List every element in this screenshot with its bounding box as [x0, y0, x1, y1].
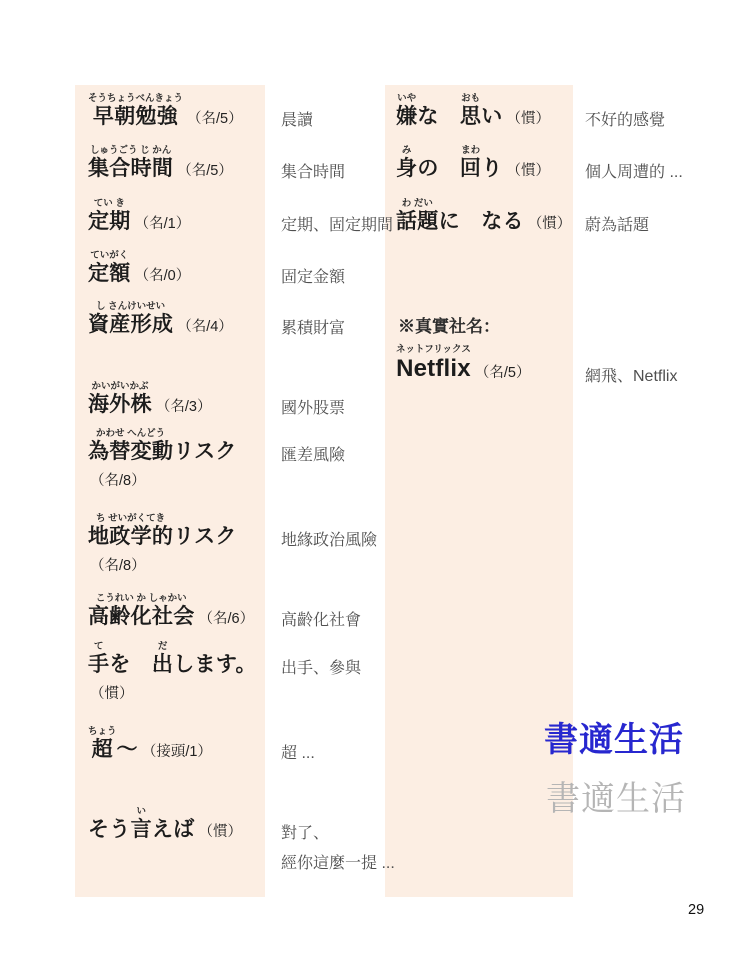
word-base: 嫌	[396, 105, 418, 128]
word-segment	[88, 300, 173, 337]
vocab-entry	[88, 592, 254, 629]
translation: 對了、 經你這麼一提 ...	[281, 825, 395, 872]
word-segment	[396, 144, 417, 181]
pos-accent-tag: （名/8）	[90, 472, 146, 489]
word-segment	[88, 805, 131, 842]
vocab-entry	[88, 640, 257, 704]
vocab-entry	[396, 144, 550, 181]
pos-accent-tag: （名/5）	[177, 162, 233, 179]
word-segment	[481, 92, 502, 129]
vocab-entry	[396, 92, 550, 129]
pos-accent-tag: （名/0）	[134, 267, 191, 284]
translation: 不好的感覺	[585, 112, 666, 129]
word-base: 身	[396, 157, 418, 180]
word-segment	[109, 640, 152, 677]
vocab-entry	[88, 300, 233, 337]
furigana: かいがいかぶ	[91, 381, 149, 392]
word-base: 手	[88, 653, 110, 676]
word-segment	[117, 725, 138, 762]
word-base: 早朝勉強	[92, 105, 179, 128]
watermark-blue: 書適生活	[544, 722, 684, 759]
translation: 固定金額	[281, 269, 346, 286]
word-segment	[439, 197, 524, 234]
vocab-entry	[88, 427, 237, 491]
word-base: 集合時間	[88, 157, 174, 180]
furigana: まわ	[461, 145, 481, 156]
word-segment	[173, 512, 236, 549]
word-base: 話題	[396, 210, 439, 233]
vocab-entry	[88, 725, 212, 762]
word-segment	[88, 725, 117, 762]
word-base: り	[481, 157, 503, 180]
pos-accent-tag: （名/8）	[90, 557, 146, 574]
furigana: かわせ へんどう	[96, 428, 166, 439]
word-segment	[88, 512, 173, 549]
word-segment	[88, 249, 131, 286]
vocab-entry	[88, 92, 243, 129]
vocab-entry	[88, 197, 190, 234]
pos-accent-tag: （慣）	[506, 110, 551, 127]
pos-accent-tag: （慣）	[90, 685, 134, 702]
furigana: てい き	[93, 198, 125, 209]
word-base: 思	[459, 105, 482, 128]
pos-accent-tag: （名/1）	[134, 215, 191, 232]
pos-accent-tag: （接頭/1）	[141, 743, 212, 760]
word-base: い	[481, 105, 503, 128]
word-base: 地政学的	[88, 525, 174, 548]
pos-accent-tag: （名/6）	[198, 610, 255, 627]
pos-accent-tag: （名/5）	[474, 364, 531, 381]
translation: 蔚為話題	[585, 217, 650, 234]
translation: 國外股票	[281, 400, 346, 417]
translation: 集合時間	[281, 164, 346, 181]
furigana: み	[401, 145, 412, 156]
word-segment	[131, 805, 152, 842]
word-base: 為替変動	[88, 440, 174, 463]
word-base: リスク	[173, 525, 237, 548]
word-segment	[88, 640, 109, 677]
word-segment	[88, 427, 173, 464]
pos-accent-tag: （慣）	[198, 823, 243, 840]
word-segment	[396, 92, 417, 129]
pos-accent-tag: （慣）	[527, 215, 572, 232]
word-base: Netflix	[396, 355, 471, 382]
furigana: わ だい	[401, 198, 433, 209]
word-base: 〜	[116, 738, 138, 761]
vocab-entry	[396, 343, 530, 383]
furigana: い	[136, 806, 147, 817]
word-segment	[152, 640, 173, 677]
translation: 匯差風險	[281, 447, 346, 464]
word-segment	[88, 144, 173, 181]
word-base: 高齢化社会	[88, 605, 195, 628]
word-base: そう	[88, 818, 131, 841]
word-segment	[173, 427, 236, 464]
translation: 晨讀	[281, 112, 314, 129]
word-segment	[88, 592, 195, 629]
vocab-entry	[88, 144, 233, 181]
furigana: て	[93, 641, 104, 652]
word-base: 定額	[88, 262, 131, 285]
furigana: ちょう	[88, 726, 117, 737]
word-segment	[396, 343, 471, 383]
word-base: 回	[459, 157, 482, 180]
word-segment	[88, 380, 152, 417]
vocab-entry	[88, 249, 190, 286]
furigana: ていがく	[90, 250, 129, 261]
pos-accent-tag: （名/4）	[177, 318, 233, 335]
word-base: を	[109, 653, 152, 676]
pos-accent-tag: （名/3）	[155, 398, 212, 415]
word-base: 定期	[88, 210, 131, 233]
translation: 累積財富	[281, 320, 346, 337]
word-base: 海外株	[88, 393, 152, 416]
furigana: し さんけいせい	[96, 301, 166, 312]
word-base: 資産形成	[88, 313, 174, 336]
word-segment	[88, 197, 131, 234]
translation: 超 ...	[281, 745, 315, 762]
vocab-entry	[88, 380, 212, 417]
furigana: こうれい か しゃかい	[95, 593, 187, 604]
translation: 網飛、Netflix	[585, 368, 678, 385]
furigana: いや	[397, 93, 417, 104]
furigana: おも	[461, 93, 481, 104]
vocab-entry	[88, 805, 242, 842]
translation: 高齡化社會	[281, 612, 362, 629]
page-number: 29	[688, 902, 705, 918]
pos-accent-tag: （名/5）	[187, 110, 243, 127]
word-segment	[460, 92, 481, 129]
furigana: そうちょうべんきょう	[88, 93, 184, 104]
word-segment	[460, 144, 481, 181]
translation: 出手、參與	[281, 660, 362, 677]
word-base: リスク	[173, 440, 237, 463]
word-base: な	[417, 105, 460, 128]
furigana: ネットフリックス	[396, 344, 471, 355]
furigana: だ	[157, 641, 168, 652]
furigana: しゅうごう じ かん	[89, 145, 172, 156]
word-base: 出	[151, 653, 174, 676]
furigana: ち せいがくてき	[96, 513, 166, 524]
translation: 地緣政治風險	[281, 532, 378, 549]
word-base: します。	[173, 653, 257, 676]
word-base: 超	[91, 738, 113, 761]
vocab-entry	[396, 197, 571, 234]
word-segment	[152, 805, 195, 842]
word-segment	[417, 92, 460, 129]
word-base: の	[417, 157, 460, 180]
word-base: に なる	[438, 210, 524, 233]
word-segment	[481, 144, 502, 181]
pos-accent-tag: （慣）	[506, 162, 551, 179]
translation: 個人周遭的 ...	[585, 164, 683, 181]
word-segment	[417, 144, 460, 181]
word-segment	[396, 197, 439, 234]
vocab-entry	[88, 512, 237, 576]
watermark-gray: 書適生活	[546, 781, 686, 818]
word-base: えば	[151, 818, 195, 841]
word-base: 言	[130, 818, 152, 841]
word-segment	[88, 92, 183, 129]
word-segment	[173, 640, 257, 677]
note-real-company-name: ※真實社名：	[398, 317, 500, 336]
translation: 定期、固定期間	[281, 217, 394, 234]
